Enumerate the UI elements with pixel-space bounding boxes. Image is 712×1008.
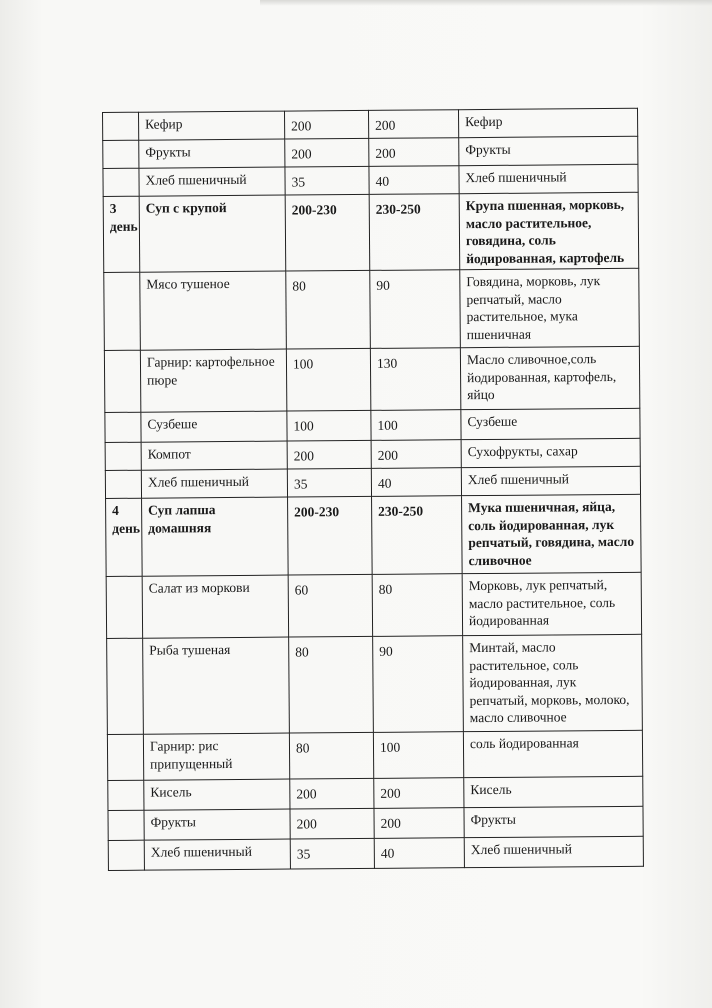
portion-large: 40 (371, 468, 461, 497)
dish-name: Фрукты (144, 809, 290, 840)
portion-small: 200-230 (285, 194, 370, 271)
day-cell (103, 140, 139, 168)
day-cell (105, 412, 141, 442)
portion-small: 200 (290, 809, 374, 840)
day-cell (104, 272, 141, 350)
ingredients: Крупа пшенная, морковь, масло растительное, говядина, соль йодированная, картофель (459, 192, 639, 270)
table-row (103, 164, 638, 196)
dish-name: Компот (141, 441, 287, 470)
ingredients: Морковь, лук репчатый, масло растительное, соль йодированная (462, 572, 641, 635)
day-word: день (112, 520, 141, 536)
portion-large: 200 (371, 440, 461, 469)
portion-small: 200 (285, 138, 369, 167)
table-row (108, 836, 643, 870)
portion-large: 200 (374, 808, 464, 839)
portion-small: 100 (287, 411, 371, 442)
ingredients: Говядина, морковь, лук репчатый, масло растительное, мука пшеничная (460, 268, 640, 347)
table-row (106, 494, 642, 576)
portion-small: 80 (289, 733, 373, 780)
dish-name: Суп лапша домашняя (142, 497, 289, 576)
day-cell (106, 576, 142, 638)
ingredients: Хлеб пшеничный (464, 836, 643, 867)
portion-large: 200 (368, 110, 458, 139)
dish-name: Сузбеше (141, 411, 287, 442)
table-row (104, 346, 639, 412)
portion-small: 35 (287, 469, 371, 498)
table-row (108, 776, 643, 810)
dish-name: Гарнир: рис припущенный (143, 733, 289, 780)
ingredients: Минтай, масло растительное, соль йодированная, лук репчатый, морковь, молоко, масло сливочное (463, 634, 643, 731)
day-cell (106, 498, 143, 576)
dish-name: Хлеб пшеничный (144, 839, 290, 870)
portion-large: 90 (370, 270, 461, 349)
dish-name: Суп с крупой (139, 195, 286, 272)
ingredients: Хлеб пшеничный (459, 164, 638, 193)
portion-small: 100 (286, 349, 370, 412)
portion-large: 200 (374, 778, 464, 809)
table-row (103, 108, 638, 140)
portion-small: 200 (284, 110, 368, 139)
table-row (103, 192, 639, 272)
menu-table (102, 108, 644, 871)
portion-large: 130 (370, 348, 460, 411)
dish-name: Кисель (144, 779, 290, 810)
day-cell (103, 168, 139, 196)
ingredients: Масло сливочное,соль йодированная, картофель, яйцо (460, 346, 639, 409)
table-row (106, 572, 641, 638)
portion-large: 40 (374, 838, 464, 869)
dish-name: Кефир (139, 111, 285, 140)
portion-small: 35 (285, 166, 369, 195)
portion-large: 80 (372, 574, 462, 637)
day-number: 4 (112, 503, 119, 519)
portion-small: 200-230 (288, 497, 373, 576)
dish-name: Рыба тушеная (143, 637, 290, 734)
table-row (105, 438, 640, 470)
portion-small: 200 (287, 441, 371, 470)
day-cell (105, 442, 141, 470)
portion-small: 80 (286, 271, 371, 350)
day-cell (103, 196, 140, 272)
table-row (103, 136, 638, 168)
table-row (104, 268, 640, 350)
day-cell (108, 810, 144, 840)
portion-large: 230-250 (372, 496, 463, 575)
day-cell (107, 734, 143, 780)
dish-name: Мясо тушеное (140, 271, 287, 350)
portion-large: 90 (373, 636, 464, 733)
table-row (105, 408, 640, 442)
portion-large: 100 (373, 732, 463, 779)
dish-name: Гарнир: картофельное пюре (140, 349, 286, 412)
table-row (108, 806, 643, 840)
day-word: день (109, 218, 138, 234)
ingredients: Хлеб пшеничный (461, 466, 640, 495)
day-cell (105, 470, 141, 498)
paper-edge-shadow (260, 0, 712, 6)
day-cell (103, 112, 139, 140)
portion-large: 200 (369, 138, 459, 167)
dish-name: Фрукты (139, 139, 285, 168)
table-row (107, 634, 643, 734)
portion-small: 35 (290, 839, 374, 870)
table-row (107, 730, 642, 780)
day-cell (108, 840, 144, 870)
ingredients: Мука пшеничная, яйца, соль йодированная, лук репчатый, говядина, масло сливочное (462, 494, 642, 573)
ingredients: Фрукты (464, 806, 643, 837)
table-row (105, 466, 640, 498)
dish-name: Салат из моркови (142, 575, 288, 638)
ingredients: Кисель (464, 776, 643, 807)
ingredients: Фрукты (459, 136, 638, 165)
ingredients: Кефир (458, 108, 637, 137)
day-cell (108, 780, 144, 810)
portion-small: 200 (290, 779, 374, 810)
ingredients: Сухофрукты, сахар (461, 438, 640, 467)
ingredients: Сузбеше (461, 408, 640, 439)
portion-large: 40 (369, 166, 459, 195)
portion-small: 60 (288, 575, 372, 638)
day-cell (104, 350, 140, 412)
ingredients: соль йодированная (463, 730, 642, 777)
portion-large: 100 (371, 410, 461, 441)
portion-large: 230-250 (369, 194, 460, 271)
day-cell (107, 638, 144, 734)
dish-name: Хлеб пшеничный (141, 469, 287, 498)
day-number: 3 (109, 200, 117, 216)
dish-name: Хлеб пшеничный (139, 167, 285, 196)
portion-small: 80 (289, 637, 374, 734)
